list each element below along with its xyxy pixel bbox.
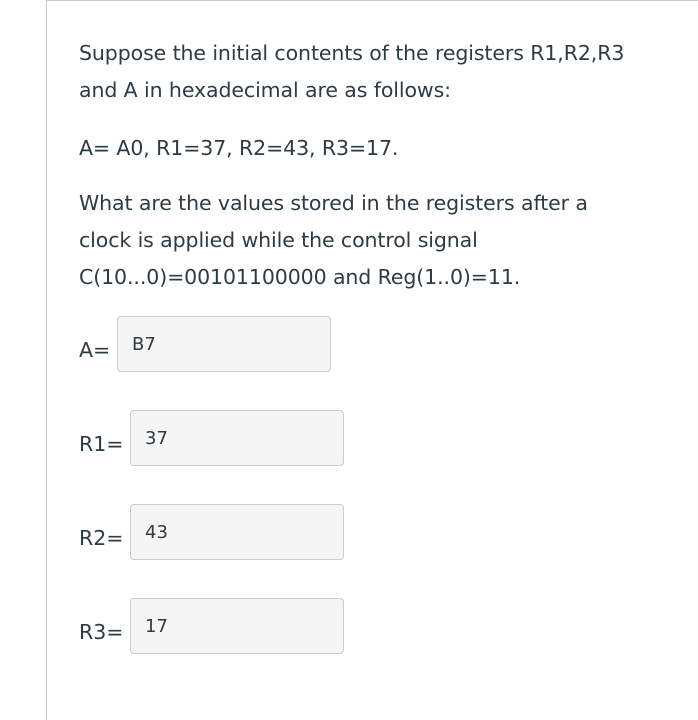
register-a-label: A=: [79, 338, 111, 362]
register-r1-answer-value: 37: [145, 428, 168, 449]
register-a-answer-field[interactable]: [117, 316, 331, 372]
question-intro-line-2: and A in hexadecimal are as follows:: [79, 78, 451, 102]
initial-register-values: A= A0, R1=37, R2=43, R3=17.: [79, 136, 399, 160]
register-r2-answer-field[interactable]: [130, 504, 344, 560]
register-r2-answer-value: 43: [145, 522, 168, 543]
register-r3-answer-value: 17: [145, 616, 168, 637]
question-intro-line-1: Suppose the initial contents of the registers R1,R2,R3: [79, 41, 625, 65]
register-r1-label: R1=: [79, 432, 124, 456]
question-prompt-line-1: What are the values stored in the registers after a: [79, 191, 588, 215]
question-prompt-line-2: clock is applied while the control signal: [79, 228, 478, 252]
question-prompt: [79, 185, 679, 296]
register-r1-answer-field[interactable]: [130, 410, 344, 466]
question-prompt-line-3: C(10...0)=00101100000 and Reg(1..0)=11.: [79, 265, 521, 289]
register-r2-label: R2=: [79, 526, 124, 550]
register-r3-answer-field[interactable]: [130, 598, 344, 654]
question-intro: [79, 35, 679, 109]
register-a-answer-value: B7: [132, 334, 156, 355]
register-r3-label: R3=: [79, 620, 124, 644]
